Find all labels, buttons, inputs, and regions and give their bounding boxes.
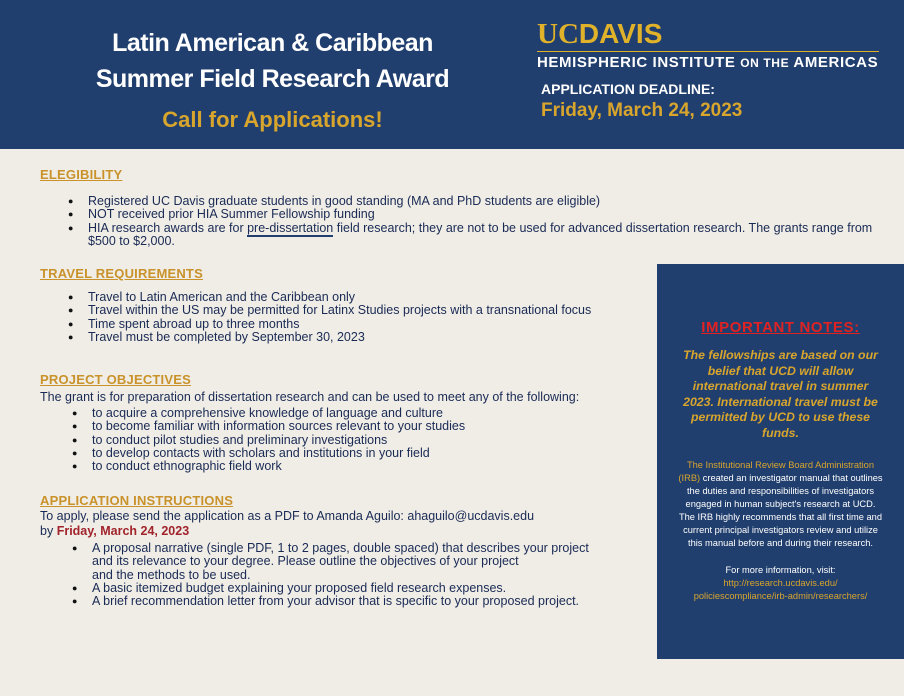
call-for-applications: Call for Applications! xyxy=(162,107,383,132)
institute-name-c: AMERICAS xyxy=(793,54,879,71)
institute-name-a: HEMISPHERIC INSTITUTE xyxy=(537,54,736,71)
list-item: ● to acquire a comprehensive knowledge of language and culture xyxy=(72,407,642,420)
irb-link-part-2[interactable]: policiescompliance/irb-admin/researchers/ xyxy=(693,591,868,601)
important-notes-title: IMPORTANT NOTES: xyxy=(701,319,860,336)
eligibility-list xyxy=(68,195,883,248)
eligibility-item-3-text-end: field research; they are not to be used for advanced dissertation research. The grants range from $500 to $2,000. xyxy=(88,220,873,248)
important-notes-body: The fellowships are based on our belief that UCD will allow international travel in summer 2023. International travel must be permitted by UCD to use these funds. xyxy=(683,348,878,440)
header-banner xyxy=(0,0,904,149)
irb-name: The Institutional Review Board Administration xyxy=(686,460,875,470)
list-item: ● to develop contacts with scholars and institutions in your field xyxy=(72,447,642,460)
list-item xyxy=(72,542,647,582)
more-info-label: For more information, visit: xyxy=(725,565,836,575)
instructions-heading: APPLICATION INSTRUCTIONS xyxy=(40,493,234,508)
award-title-block xyxy=(40,25,505,133)
list-item: ● to conduct pilot studies and preliminary investigations xyxy=(72,434,642,447)
list-item: ● A basic itemized budget explaining your proposed field research expenses. xyxy=(72,582,647,595)
logo-divider xyxy=(537,51,879,52)
list-item: ● Registered UC Davis graduate students in good standing (MA and PhD students are eligible) xyxy=(68,195,883,208)
award-title-line-1: Latin American & Caribbean xyxy=(112,29,433,57)
logo-uc: UC xyxy=(537,18,579,50)
instructions-item-1-line-1: A proposal narrative (single PDF, 1 to 2 pages, double spaced) that describes your project xyxy=(92,541,589,555)
objectives-list xyxy=(72,407,642,473)
list-item: ● to become familiar with information sources relevant to your studies xyxy=(72,420,642,433)
objectives-intro: The grant is for preparation of dissertation research and can be used to meet any of the following: xyxy=(40,390,580,404)
objectives-heading: PROJECT OBJECTIVES xyxy=(40,372,191,387)
eligibility-item-3-text: HIA research awards are for xyxy=(88,220,248,235)
pre-dissertation-emphasis: pre-dissertation xyxy=(247,220,334,235)
travel-heading: TRAVEL REQUIREMENTS xyxy=(40,266,203,281)
list-item: ● to conduct ethnographic field work xyxy=(72,460,642,473)
list-item: ● A brief recommendation letter from your advisor that is specific to your proposed project. xyxy=(72,595,647,608)
deadline-date: Friday, March 24, 2023 xyxy=(541,100,743,121)
eligibility-heading: ELEGIBILITY xyxy=(40,167,123,182)
instructions-by: by xyxy=(40,524,57,538)
irb-link-part-1[interactable]: http://research.ucdavis.edu/ xyxy=(723,578,838,588)
instructions-item-1-line-2: and its relevance to your degree. Please outline the objectives of your project xyxy=(92,554,519,569)
list-item xyxy=(68,222,883,249)
uc-davis-logo xyxy=(537,18,879,71)
irb-link[interactable] xyxy=(657,577,904,603)
award-title-line-2: Summer Field Research Award xyxy=(95,65,450,93)
irb-abbrev: (IRB) xyxy=(678,473,701,483)
irb-description: created an investigator manual that outlines the duties and responsibilities of investigators engaged in human subject's research at UCD. The IRB highly recommends that all first time and current principal investigators review and utilize this manual before and during their research. xyxy=(678,473,883,548)
list-item: ● Travel must be completed by September 30, 2023 xyxy=(68,331,648,344)
instructions-deadline xyxy=(40,524,650,538)
list-item: ● Time spent abroad up to three months xyxy=(68,318,648,331)
irb-paragraph xyxy=(657,459,904,550)
travel-list xyxy=(68,291,648,344)
logo-davis: DAVIS xyxy=(578,18,663,49)
list-item: ● NOT received prior HIA Summer Fellowship funding xyxy=(68,208,883,221)
instructions-intro: To apply, please send the application as a PDF to Amanda Aguilo: ahaguilo@ucdavis.edu xyxy=(40,509,535,523)
logo-wordmark xyxy=(537,18,879,50)
instructions-item-1-line-3: and the methods to be used. xyxy=(92,567,251,582)
instructions-deadline-date: Friday, March 24, 2023 xyxy=(56,524,190,538)
important-notes-panel xyxy=(657,264,904,659)
list-item: ● Travel to Latin American and the Caribbean only xyxy=(68,291,648,304)
institute-name xyxy=(537,54,879,71)
instructions-list xyxy=(72,542,647,608)
deadline-label: APPLICATION DEADLINE: xyxy=(541,81,715,97)
list-item: ● Travel within the US may be permitted for Latinx Studies projects with a transnational focus xyxy=(68,304,648,317)
institute-name-b: ON THE xyxy=(740,56,790,70)
